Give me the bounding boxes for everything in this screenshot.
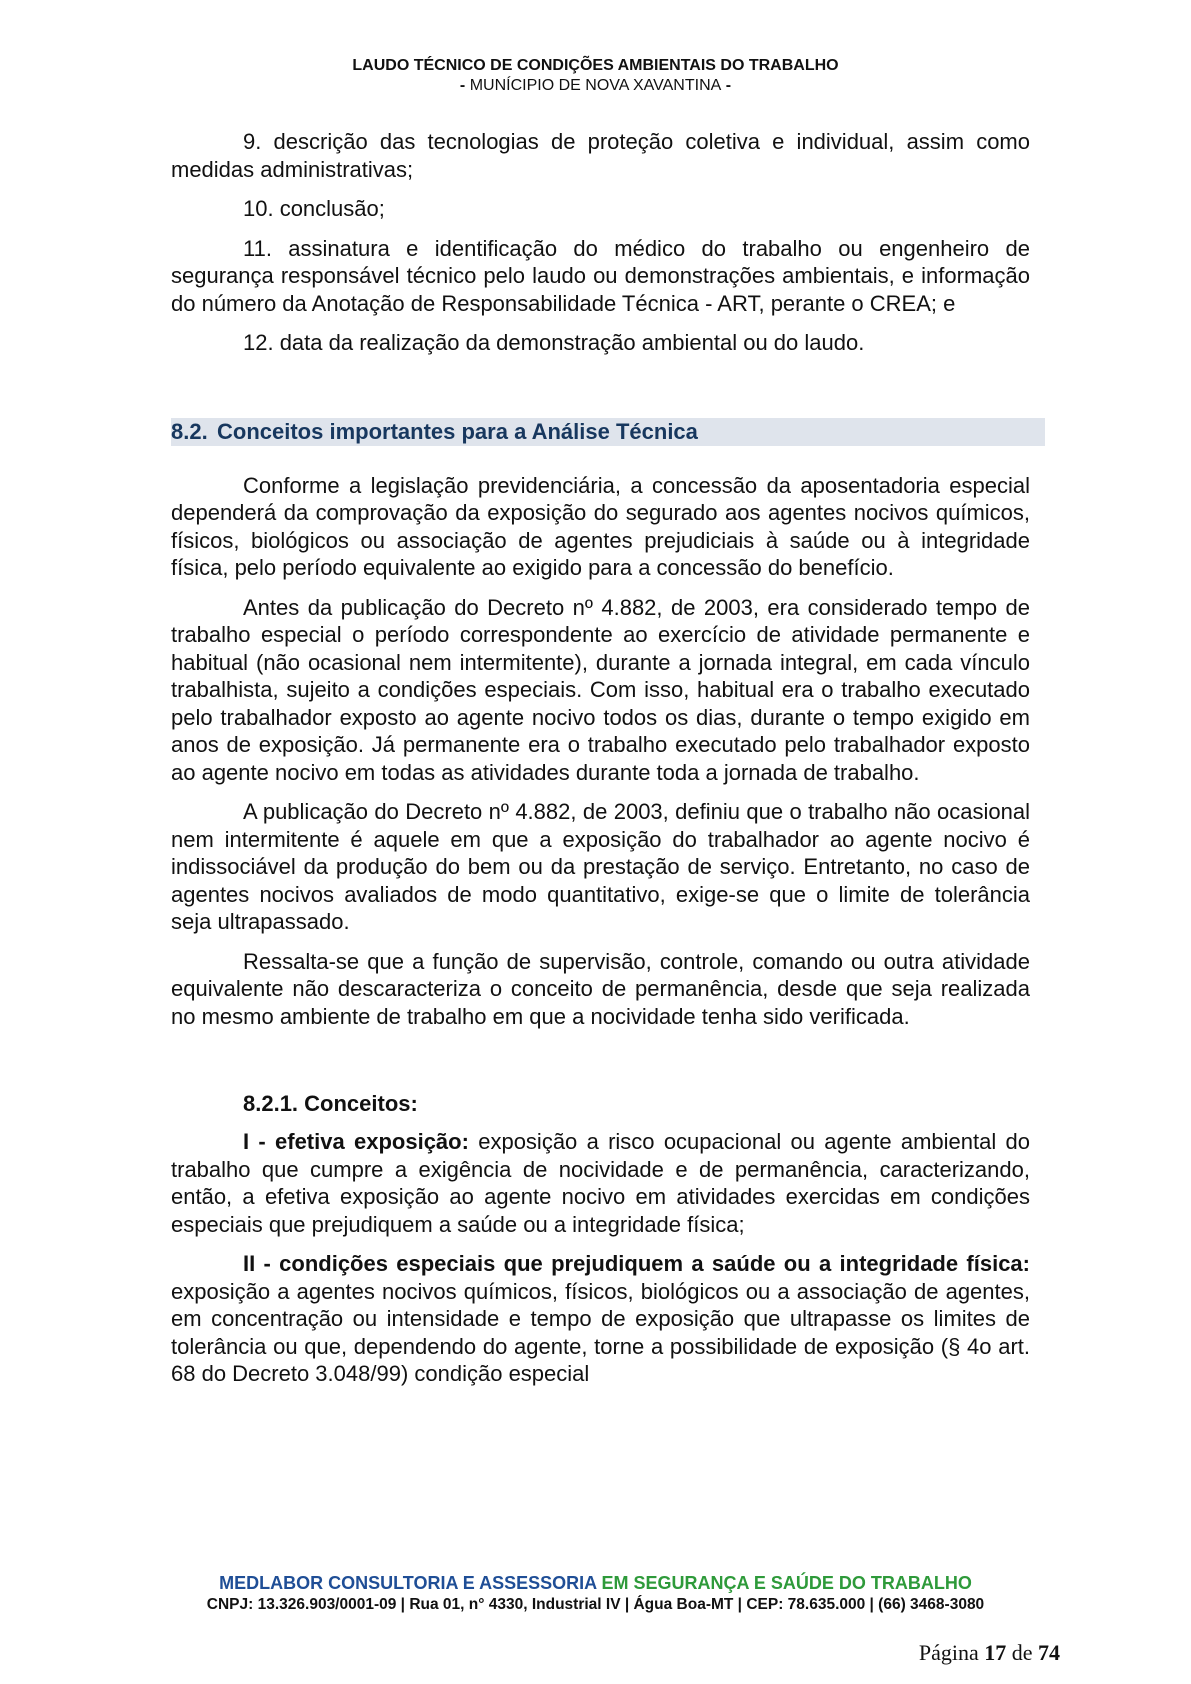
paragraph: Ressalta-se que a função de supervisão, controle, comando ou outra atividade equivalente não descaracteriza o conceito de permanência, desde que seja realizada no mesmo ambiente de trabalho em que a nocividade tenha sido verificada.: [171, 948, 1030, 1029]
section-number: 8.2.: [171, 418, 208, 444]
definition-term: I - efetiva exposição:: [243, 1129, 469, 1154]
subsection-title: 8.2.1. Conceitos:: [243, 1091, 418, 1116]
subtitle-text: MUNÍCIPIO DE NOVA XAVANTINA: [469, 77, 722, 94]
paragraph: A publicação do Decreto nº 4.882, de 2003, definiu que o trabalho não ocasional nem intermitente é aquele em que a exposição do trabalhador ao agente nocivo é indissociável da produção do bem ou da prestação de serviço. Entretanto, no caso de agentes nocivos avaliados de modo quantitativo, exige-se que o limite de tolerância seja ultrapassado.: [171, 799, 1030, 934]
footer-company-blue: MEDLABOR CONSULTORIA E ASSESSORIA: [219, 1573, 597, 1593]
list-item-9: 9. descrição das tecnologias de proteção coletiva e individual, assim como medidas administrativas;: [171, 129, 1030, 182]
page-current: 17: [984, 1640, 1007, 1665]
definition-text: exposição a risco ocupacional ou agente ambiental do trabalho que cumpre a exigência de nocividade e de permanência, caracterizando, então, a efetiva exposição ao agente nocivo em atividades exercidas em condições especiais que prejudiquem a saúde ou a integridade física;: [171, 1129, 1030, 1237]
document-body: [171, 128, 1030, 1400]
footer-company-green: EM SEGURANÇA E SAÚDE DO TRABALHO: [596, 1573, 972, 1593]
subtitle-prefix: -: [459, 77, 470, 94]
paragraph: Conforme a legislação previdenciária, a concessão da aposentadoria especial dependerá da comprovação da exposição do segurado aos agentes nocivos químicos, físicos, biológicos ou associação de agentes prejudiciais à saúde ou à integridade física, pelo período equivalente ao exigido para a concessão do benefício.: [171, 472, 1030, 580]
definition-term: II - condições especiais que prejudiquem a saúde ou a integridade física:: [243, 1251, 1030, 1276]
definition-item: [171, 1250, 1030, 1388]
page-total: 74: [1038, 1640, 1060, 1665]
page-label: Página: [918, 1640, 985, 1665]
definition-text: exposição a agentes nocivos químicos, físicos, biológicos ou a associação de agentes, em concentração ou intensidade e tempo de exposição que ultrapasse os limites de tolerância ou que, dependendo do agente, torne a possibilidade de exposição (§ 4o art. 68 do Decreto 3.048/99) condição especial: [171, 1278, 1030, 1386]
list-item-10: 10. conclusão;: [243, 196, 385, 221]
page-header: [0, 56, 1191, 96]
section-heading: [171, 418, 1045, 446]
footer-address: CNPJ: 13.326.903/0001-09 | Rua 01, n° 4330, Industrial IV | Água Boa-MT | CEP: 78.635.000 | (66) 3468-3080: [206, 1596, 985, 1613]
page-separator: de: [1006, 1640, 1038, 1665]
definition-item: [171, 1128, 1030, 1238]
page-footer: [0, 1571, 1191, 1615]
list-item-12: 12. data da realização da demonstração ambiental ou do laudo.: [243, 330, 865, 355]
subtitle-suffix: -: [721, 77, 732, 94]
section-title: Conceitos importantes para a Análise Técnica: [217, 418, 698, 444]
paragraph: Antes da publicação do Decreto nº 4.882, de 2003, era considerado tempo de trabalho especial o período correspondente ao exercício de atividade permanente e habitual (não ocasional nem intermitente), durante a jornada integral, em cada vínculo trabalhista, sujeito a condições especiais. Com isso, habitual era o trabalho executado pelo trabalhador exposto ao agente nocivo todos os dias, durante o tempo exigido em anos de exposição. Já permanente era o trabalho executado pelo trabalhador exposto ao agente nocivo em todas as atividades durante toda a jornada de trabalho.: [171, 594, 1030, 785]
list-item-11: 11. assinatura e identificação do médico do trabalho ou engenheiro de segurança responsável técnico pelo laudo ou demonstrações ambientais, e informação do número da Anotação de Responsabilidade Técnica - ART, perante o CREA; e: [171, 235, 1030, 316]
header-title: LAUDO TÉCNICO DE CONDIÇÕES AMBIENTAIS DO TRABALHO: [352, 57, 839, 74]
page-number: [919, 1640, 1060, 1666]
header-subtitle: [0, 76, 1191, 96]
footer-company: [0, 1571, 1191, 1595]
